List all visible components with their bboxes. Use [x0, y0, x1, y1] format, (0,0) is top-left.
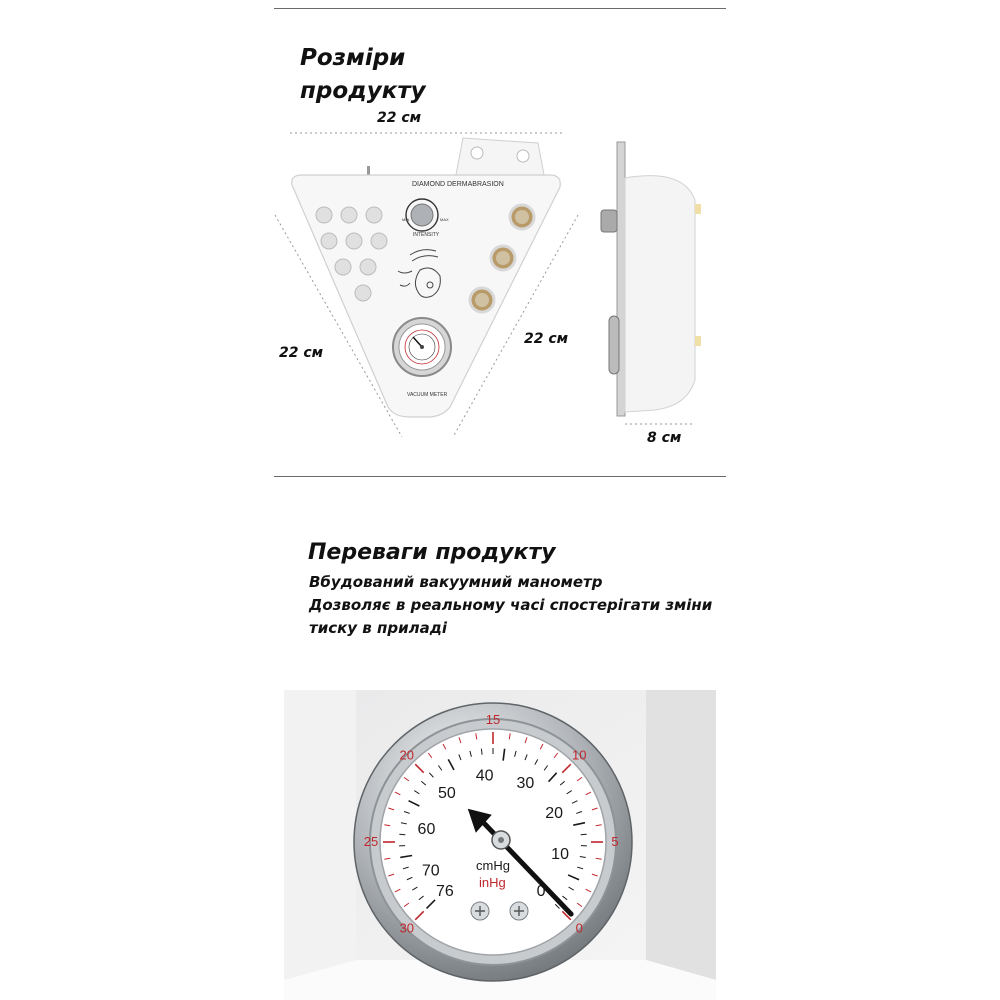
outer-scale-label: 0	[575, 920, 583, 936]
knob-max-label: MAX	[440, 217, 449, 222]
inner-scale-label: 20	[545, 805, 563, 823]
dimensions-title-line2: продукту	[300, 78, 426, 104]
outer-scale-label: 5	[611, 834, 619, 849]
inner-scale-label: 76	[436, 883, 454, 901]
knob-min-label: MIN	[402, 217, 410, 222]
gauge-closeup-photo	[284, 690, 716, 1000]
left-side-dimension-label: 22 см	[279, 345, 324, 361]
outer-scale-label: 20	[399, 747, 414, 763]
inner-scale-label: 70	[421, 862, 440, 880]
inner-scale-label: 60	[417, 821, 436, 839]
inner-scale-label: 10	[551, 846, 569, 864]
side-body	[625, 176, 695, 412]
middle-divider	[274, 476, 726, 477]
depth-dimension-label: 8 см	[647, 430, 682, 446]
photo-panel-right	[646, 690, 716, 980]
inner-scale-label: 50	[438, 784, 456, 802]
outer-scale-label: 25	[363, 834, 379, 849]
knob-label: INTENSITY	[413, 232, 440, 238]
benefits-line1: Вбудований вакуумний манометр	[309, 573, 603, 591]
inner-scale-label: 0	[536, 883, 546, 901]
benefits-title: Переваги продукту	[308, 540, 556, 565]
device-front-view	[270, 125, 590, 465]
mounting-hole-left	[471, 147, 483, 159]
gauge-unit-inhg: inHg	[479, 875, 506, 890]
gauge-panel-label: VACUUM METER	[407, 392, 448, 398]
intensity-knob	[411, 204, 433, 226]
brand-text: DIAMOND DERMABRASION	[412, 181, 504, 188]
top-divider	[274, 8, 726, 9]
outer-scale-label: 10	[572, 747, 587, 763]
device-side-view	[595, 140, 705, 440]
mounting-hole-right	[517, 150, 529, 162]
inner-scale-label: 40	[475, 767, 494, 785]
outer-scale-label: 30	[399, 920, 414, 936]
photo-panel-left	[284, 690, 356, 980]
benefits-text	[309, 571, 712, 640]
mounting-tab	[455, 138, 545, 180]
inner-scale-label: 30	[516, 775, 535, 793]
right-side-dimension-label: 22 см	[524, 331, 569, 347]
gauge-unit-cmhg: cmHg	[476, 858, 510, 873]
outer-scale-label: 15	[485, 712, 501, 727]
dimensions-title	[300, 42, 426, 108]
width-dimension-label: 22 см	[377, 110, 422, 126]
benefits-line2: Дозволяє в реальному часі спостерігати зміни	[309, 596, 713, 614]
side-knob	[601, 210, 617, 232]
side-back-plate	[617, 142, 625, 416]
benefits-line3: тиску в приладі	[309, 619, 447, 637]
dimensions-title-line1: Розміри	[300, 45, 406, 71]
side-gauge-edge	[609, 316, 619, 374]
